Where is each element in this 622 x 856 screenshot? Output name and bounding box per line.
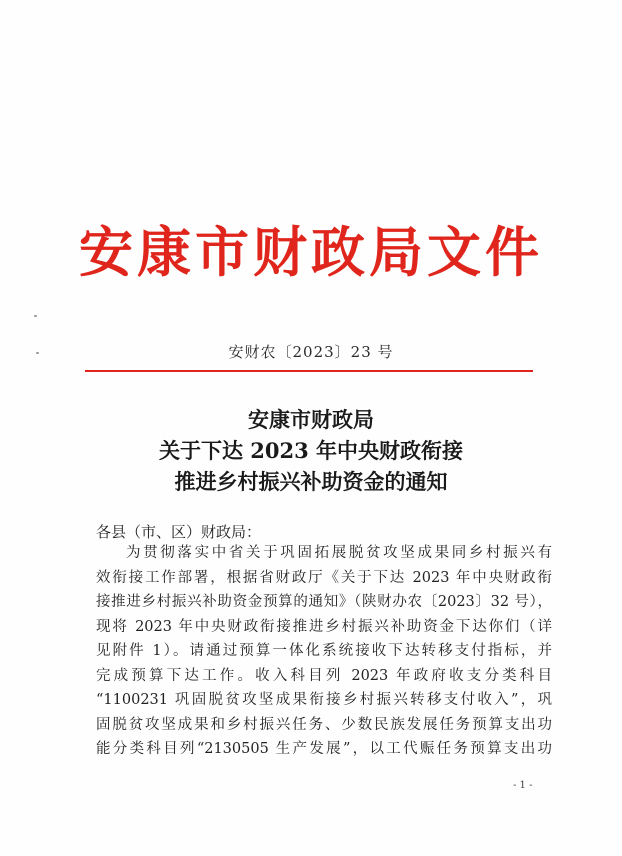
salutation: 各县（市、区）财政局：	[96, 523, 262, 541]
body-line: 接推进乡村振兴补助资金预算的通知》（陕财办农〔2023〕32 号），	[96, 594, 552, 610]
body-line: “1100231 巩固脱贫攻坚成果衔接乡村振兴转移支付收入”，巩	[96, 692, 552, 708]
title-line: 安康市财政局	[248, 407, 374, 432]
margin-mark	[34, 315, 37, 317]
title-line: 关于下达 2023 年中央财政衔接	[158, 438, 464, 463]
body-line: 固脱贫攻坚成果和乡村振兴任务、少数民族发展任务预算支出功	[96, 716, 552, 733]
body-line: 完成预算下达工作。收入科目列 2023 年政府收支分类科目	[96, 667, 552, 684]
body-line: 见附件 1）。请通过预算一体化系统接收下达转移支付指标，并	[96, 643, 552, 659]
body-line: 能分类科目列“2130505 生产发展”，以工代赈任务预算支出功	[96, 741, 552, 757]
red-divider-rule	[85, 370, 533, 372]
page-number: - 1 -	[513, 780, 533, 791]
notice-title	[0, 404, 622, 497]
document-number: 安财农〔2023〕23 号	[228, 343, 394, 361]
body-line: 为贯彻落实中省关于巩固拓展脱贫攻坚成果同乡村振兴有	[126, 545, 552, 561]
title-line: 推进乡村振兴补助资金的通知	[174, 469, 448, 494]
margin-mark	[36, 352, 39, 354]
body-text	[96, 541, 552, 762]
body-line: 效衔接工作部署，根据省财政厅《关于下达 2023 年中央财政衔	[96, 569, 552, 586]
issuer-header: 安康市财政局文件	[79, 220, 543, 284]
body-line: 现将 2023 年中央财政衔接推进乡村振兴补助资金下达你们（详	[96, 618, 552, 635]
